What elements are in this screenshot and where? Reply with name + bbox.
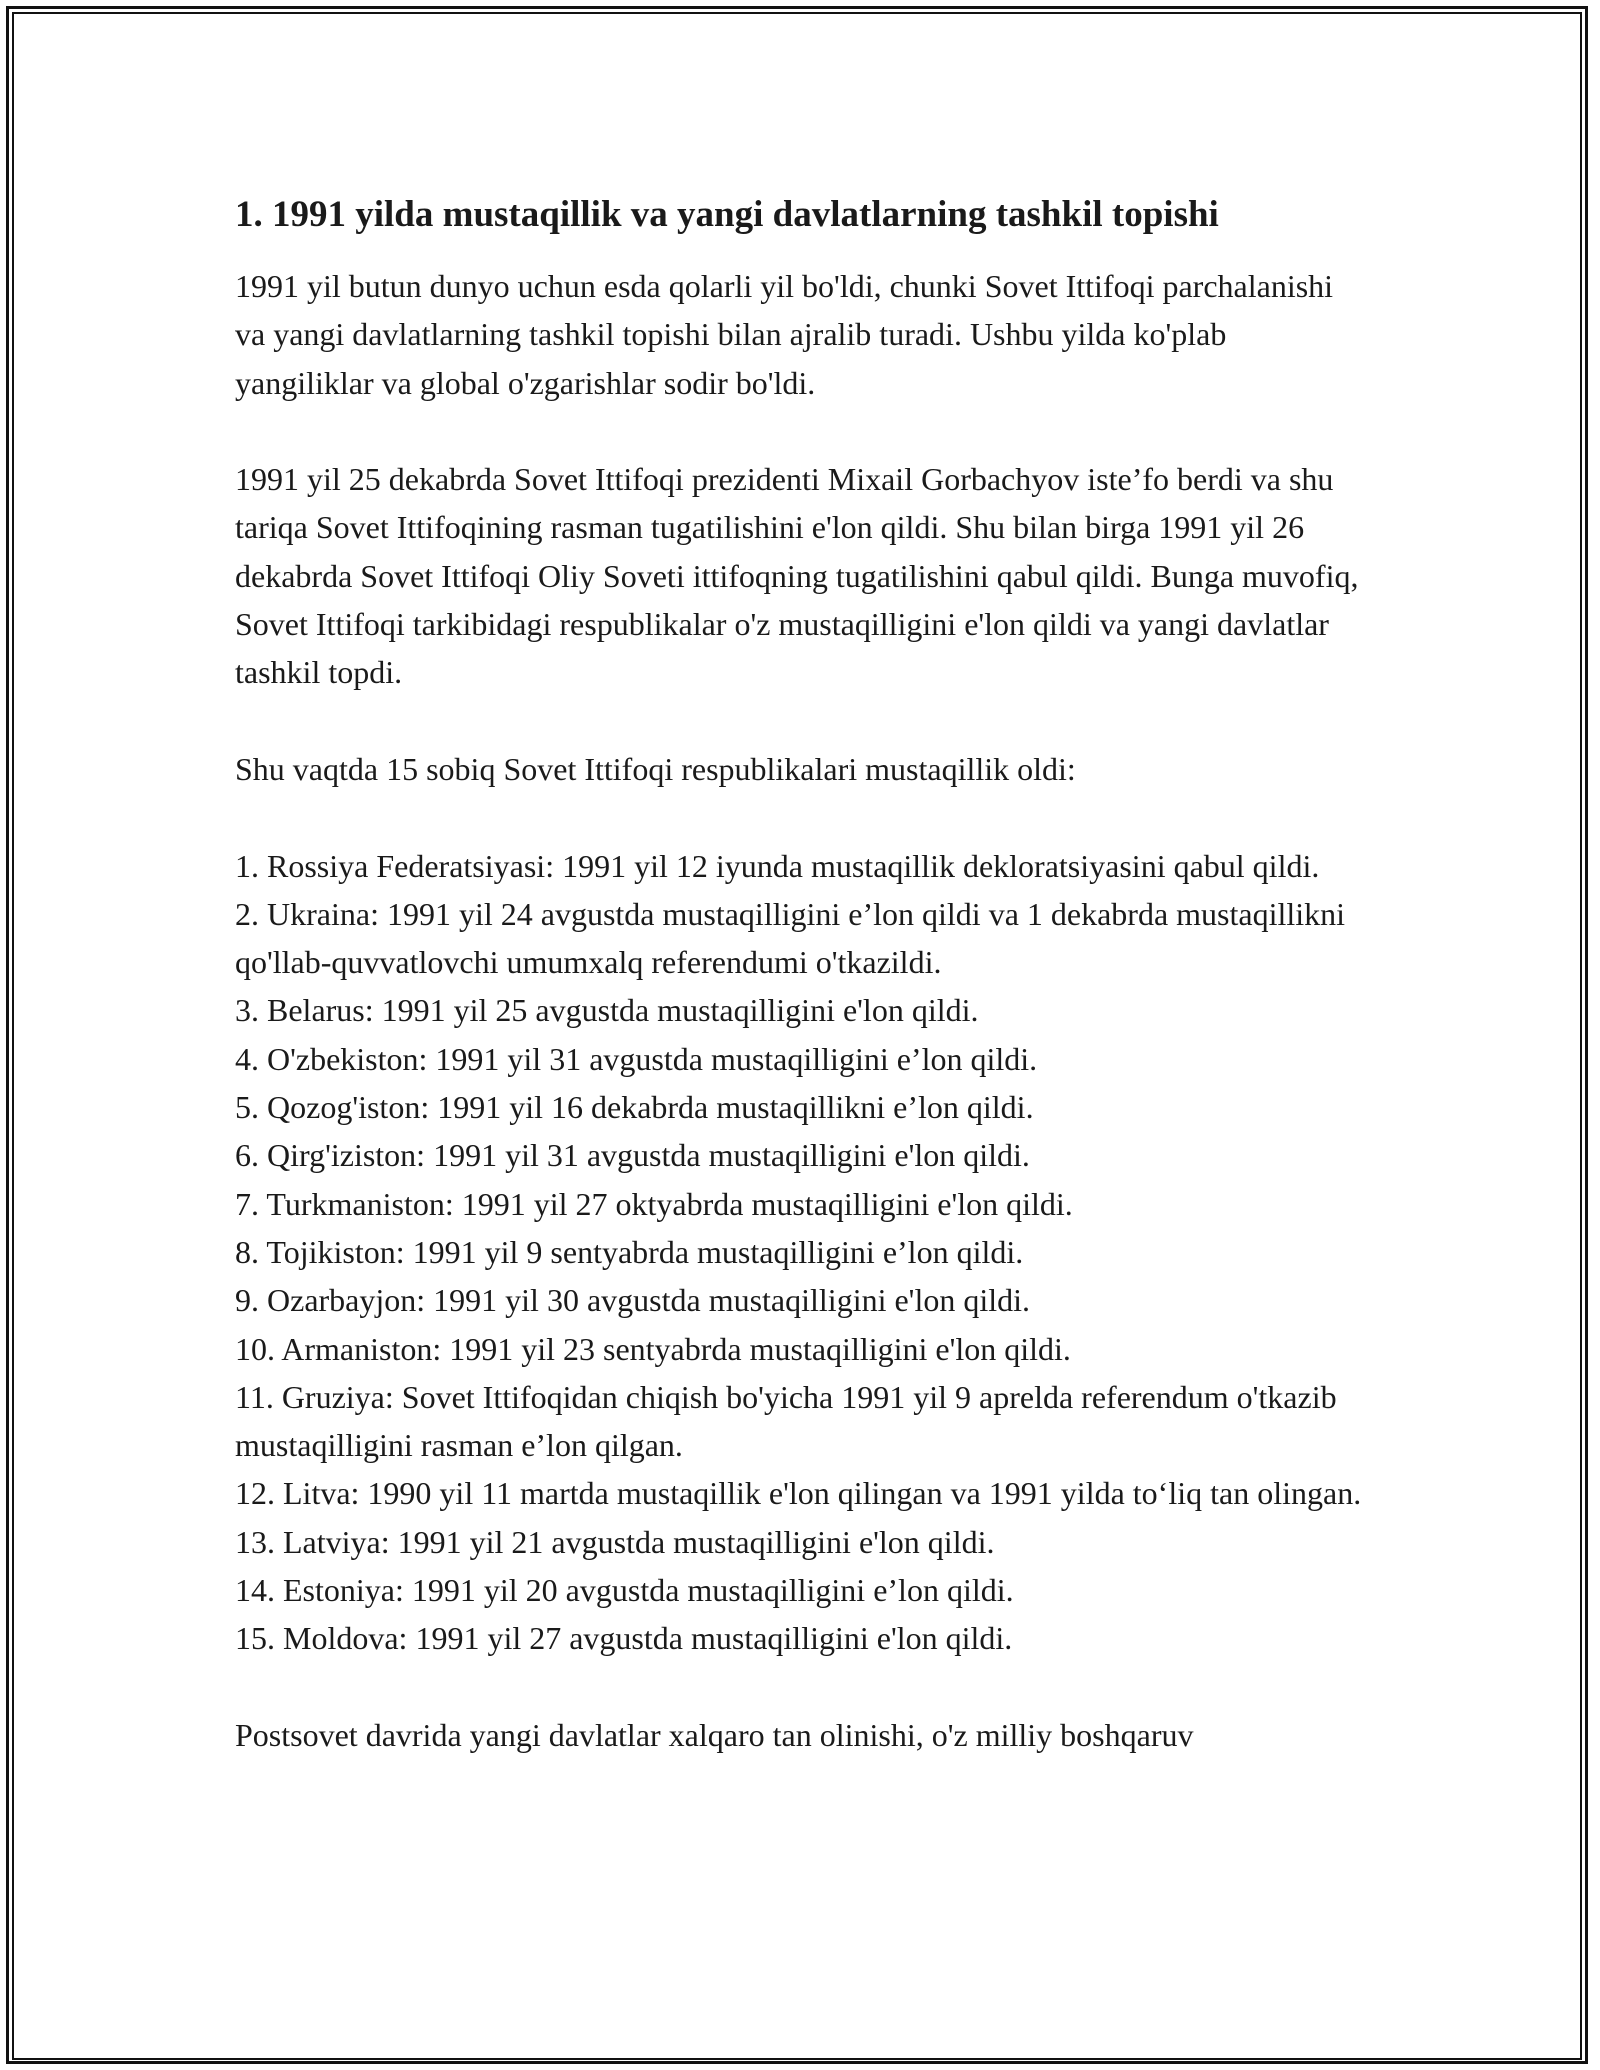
paragraph-spacer xyxy=(235,697,1365,745)
document-page xyxy=(235,186,1365,1759)
list-item: 9. Ozarbayjon: 1991 yil 30 avgustda mustaqilligini e'lon qildi. xyxy=(235,1282,1030,1319)
list-item: 3. Belarus: 1991 yil 25 avgustda mustaqilligini e'lon qildi. xyxy=(235,992,979,1029)
intro-paragraph: 1991 yil butun dunyo uchun esda qolarli yil bo'ldi, chunki Sovet Ittifoqi parchalanishi va yangi davlatlarning tashkil topishi bilan ajralib turadi. Ushbu yilda ko'plab yangiliklar va global o'zgarishlar sodir bo'ldi. xyxy=(235,268,1334,401)
list-item: 14. Estoniya: 1991 yil 20 avgustda mustaqilligini e’lon qildi. xyxy=(235,1572,1014,1609)
list-item: 12. Litva: 1990 yil 11 martda mustaqillik e'lon qilingan va 1991 yilda to‘liq tan olingan. xyxy=(235,1475,1362,1512)
list-item: 6. Qirg'iziston: 1991 yil 31 avgustda mustaqilligini e'lon qildi. xyxy=(235,1137,1030,1174)
republics-list xyxy=(235,842,1365,1663)
list-item: 11. Gruziya: Sovet Ittifoqidan chiqish bo'yicha 1991 yil 9 aprelda referendum o'tkazib mustaqilligini rasman e’lon qilgan. xyxy=(235,1378,1337,1464)
list-item: 1. Rossiya Federatsiyasi: 1991 yil 12 iyunda mustaqillik dekloratsiyasini qabul qildi. xyxy=(235,847,1320,884)
list-item: 15. Moldova: 1991 yil 27 avgustda mustaqilligini e'lon qildi. xyxy=(235,1620,1013,1657)
list-item: 10. Armaniston: 1991 yil 23 sentyabrda mustaqilligini e'lon qildi. xyxy=(235,1330,1071,1367)
paragraph-spacer xyxy=(235,407,1365,455)
document-title: 1. 1991 yilda mustaqillik va yangi davlatlarning tashkil topishi xyxy=(235,194,1219,235)
list-item: 2. Ukraina: 1991 yil 24 avgustda mustaqilligini e’lon qildi va 1 dekabrda mustaqillikni qo'llab-quvvatlovchi umumxalq referendumi o'tkazildi. xyxy=(235,895,1346,981)
list-item: 13. Latviya: 1991 yil 21 avgustda mustaqilligini e'lon qildi. xyxy=(235,1523,995,1560)
closing-paragraph: Postsovet davrida yangi davlatlar xalqaro tan olinishi, o'z milliy boshqaruv xyxy=(235,1716,1194,1753)
list-item: 7. Turkmaniston: 1991 yil 27 oktyabrda mustaqilligini e'lon qildi. xyxy=(235,1185,1073,1222)
list-item: 8. Tojikiston: 1991 yil 9 sentyabrda mustaqilligini e’lon qildi. xyxy=(235,1233,1024,1270)
list-item: 4. O'zbekiston: 1991 yil 31 avgustda mustaqilligini e’lon qildi. xyxy=(235,1040,1038,1077)
list-intro-paragraph: Shu vaqtda 15 sobiq Sovet Ittifoqi respublikalari mustaqillik oldi: xyxy=(235,750,1076,787)
list-item: 5. Qozog'iston: 1991 yil 16 dekabrda mustaqillikni e’lon qildi. xyxy=(235,1089,1034,1126)
paragraph-spacer xyxy=(235,1663,1365,1711)
gorbachev-paragraph: 1991 yil 25 dekabrda Sovet Ittifoqi prezidenti Mixail Gorbachyov iste’fo berdi va shu tariqa Sovet Ittifoqining rasman tugatilishini e'lon qildi. Shu bilan birga 1991 yil 26 dekabrda Sovet Ittifoqi Oliy Soveti ittifoqning tugatilishini qabul qildi. Bunga muvofiq, Sovet Ittifoqi tarkibidagi respublikalar o'z mustaqilligini e'lon qildi va yangi davlatlar tashkil topdi. xyxy=(235,461,1359,691)
paragraph-spacer xyxy=(235,793,1365,841)
